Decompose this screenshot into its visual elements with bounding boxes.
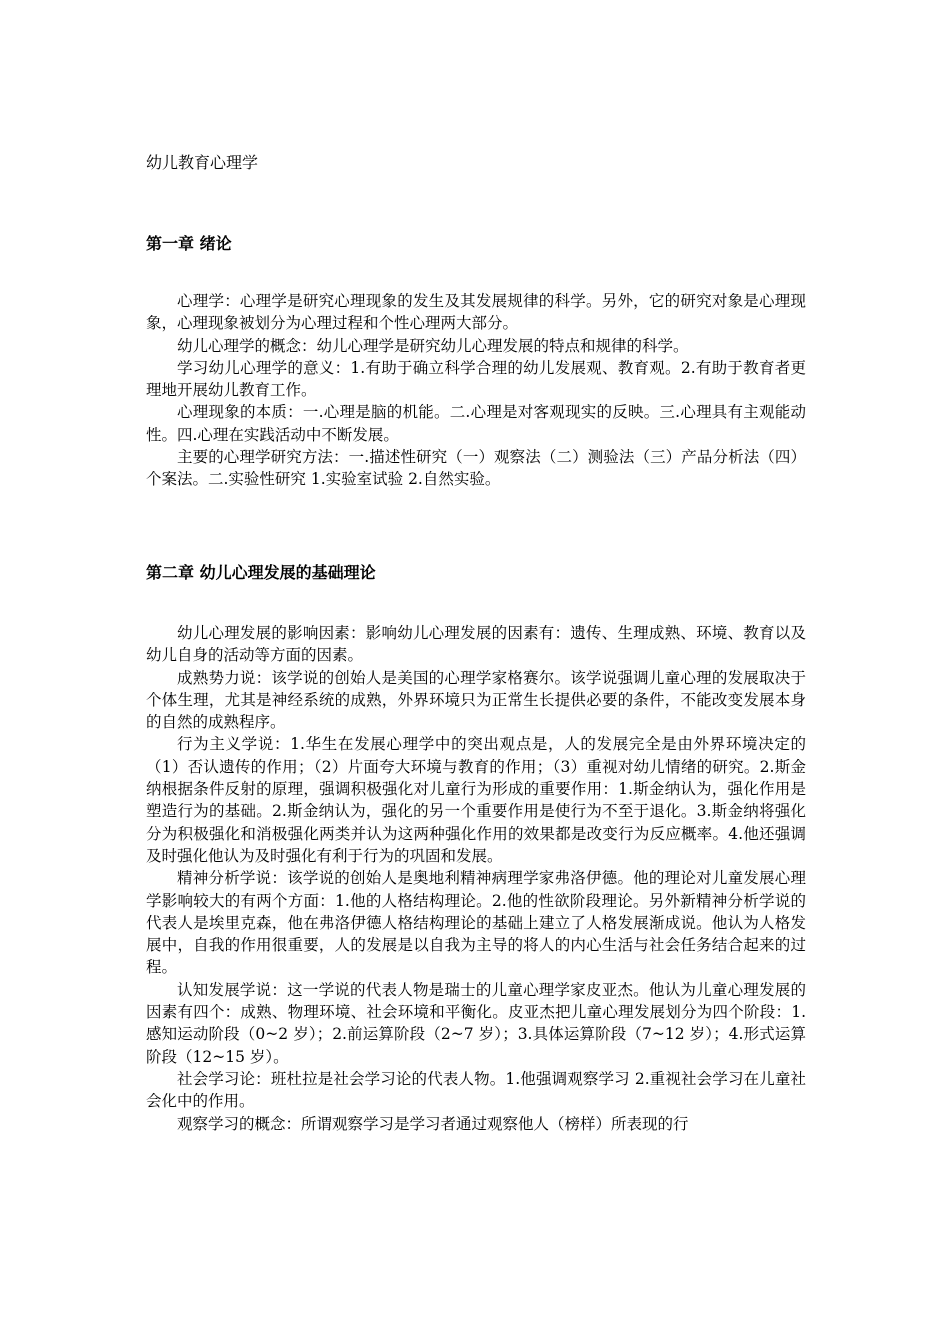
chapter-2-body [146, 622, 806, 1135]
chapter-2-heading: 第二章 幼儿心理发展的基础理论 [146, 563, 376, 582]
paragraph-child-psychology-concept: 幼儿心理学的概念：幼儿心理学是研究幼儿心理发展的特点和规律的科学。 [177, 336, 689, 355]
paragraph-influencing-factors: 幼儿心理发展的影响因素：影响幼儿心理发展的因素有：遗传、生理成熟、环境、教育以及幼儿自身的活动等方面的因素。 [146, 624, 806, 665]
paragraph-social-learning: 社会学习论：班杜拉是社会学习论的代表人物。1.他强调观察学习 2.重视社会学习在儿童社会化中的作用。 [146, 1069, 806, 1111]
paragraph-cognitive-development: 认知发展学说：这一学说的代表人物是瑞士的儿童心理学家皮亚杰。他认为儿童心理发展的因素有四个：成熟、物理环境、社会环境和平衡化。皮亚杰把儿童心理发展划分为四个阶段：1.感知运动阶段（0~2 岁）；2.前运算阶段（2~7 岁）；3.具体运算阶段（7~12 岁）；4.形式运算阶段（12~15 岁）。 [146, 980, 806, 1066]
document-title: 幼儿教育心理学 [146, 153, 259, 172]
paragraph-research-methods: 主要的心理学研究方法：一.描述性研究（一）观察法（二）测验法（三）产品分析法（四）个案法。二.实验性研究 1.实验室试验 2.自然实验。 [146, 448, 806, 489]
chapter-1-heading: 第一章 绪论 [146, 234, 232, 253]
chapter-1-body [146, 290, 806, 491]
paragraph-maturation-theory: 成熟势力说：该学说的创始人是美国的心理学家格赛尔。该学说强调儿童心理的发展取决于个体生理，尤其是神经系统的成熟，外界环境只为正常生长提供必要的条件，不能改变发展本身的自然的成熟程序。 [146, 668, 806, 732]
paragraph-significance: 学习幼儿心理学的意义：1.有助于确立科学合理的幼儿发展观、教育观。2.有助于教育者更理地开展幼儿教育工作。 [146, 358, 806, 400]
paragraph-behaviorism: 行为主义学说：1.华生在发展心理学中的突出观点是，人的发展完全是由外界环境决定的（1）否认遗传的作用；（2）片面夸大环境与教育的作用；（3）重视对幼儿情绪的研究。2.斯金纳根据条件反射的原理，强调积极强化对儿童行为形成的重要作用：1.斯金纳认为，强化作用是塑造行为的基础。2.斯金纳认为，强化的另一个重要作用是使行为不至于退化。3.斯金纳将强化分为积极强化和消极强化两类并认为这两种强化作用的效果都是改变行为反应概率。4.他还强调及时强化他认为及时强化有利于行为的巩固和发展。 [146, 735, 806, 865]
paragraph-psychoanalysis: 精神分析学说：该学说的创始人是奥地利精神病理学家弗洛伊德。他的理论对儿童发展心理学影响较大的有两个方面：1.他的人格结构理论。2.他的性欲阶段理论。另外新精神分析学说的代表人是埃里克森，他在弗洛伊德人格结构理论的基础上建立了人格发展渐成说。他认为人格发展中，自我的作用很重要，人的发展是以自我为主导的将人的内心生活与社会任务结合起来的过程。 [146, 869, 806, 977]
paragraph-observational-learning: 观察学习的概念：所谓观察学习是学习者通过观察他人（榜样）所表现的行 [177, 1114, 689, 1133]
paragraph-nature-of-psychology: 心理现象的本质：一.心理是脑的机能。二.心理是对客观现实的反映。三.心理具有主观能动性。四.心理在实践活动中不断发展。 [146, 403, 806, 444]
paragraph-psychology-definition: 心理学：心理学是研究心理现象的发生及其发展规律的科学。另外，它的研究对象是心理现象，心理现象被划分为心理过程和个性心理两大部分。 [146, 292, 806, 333]
